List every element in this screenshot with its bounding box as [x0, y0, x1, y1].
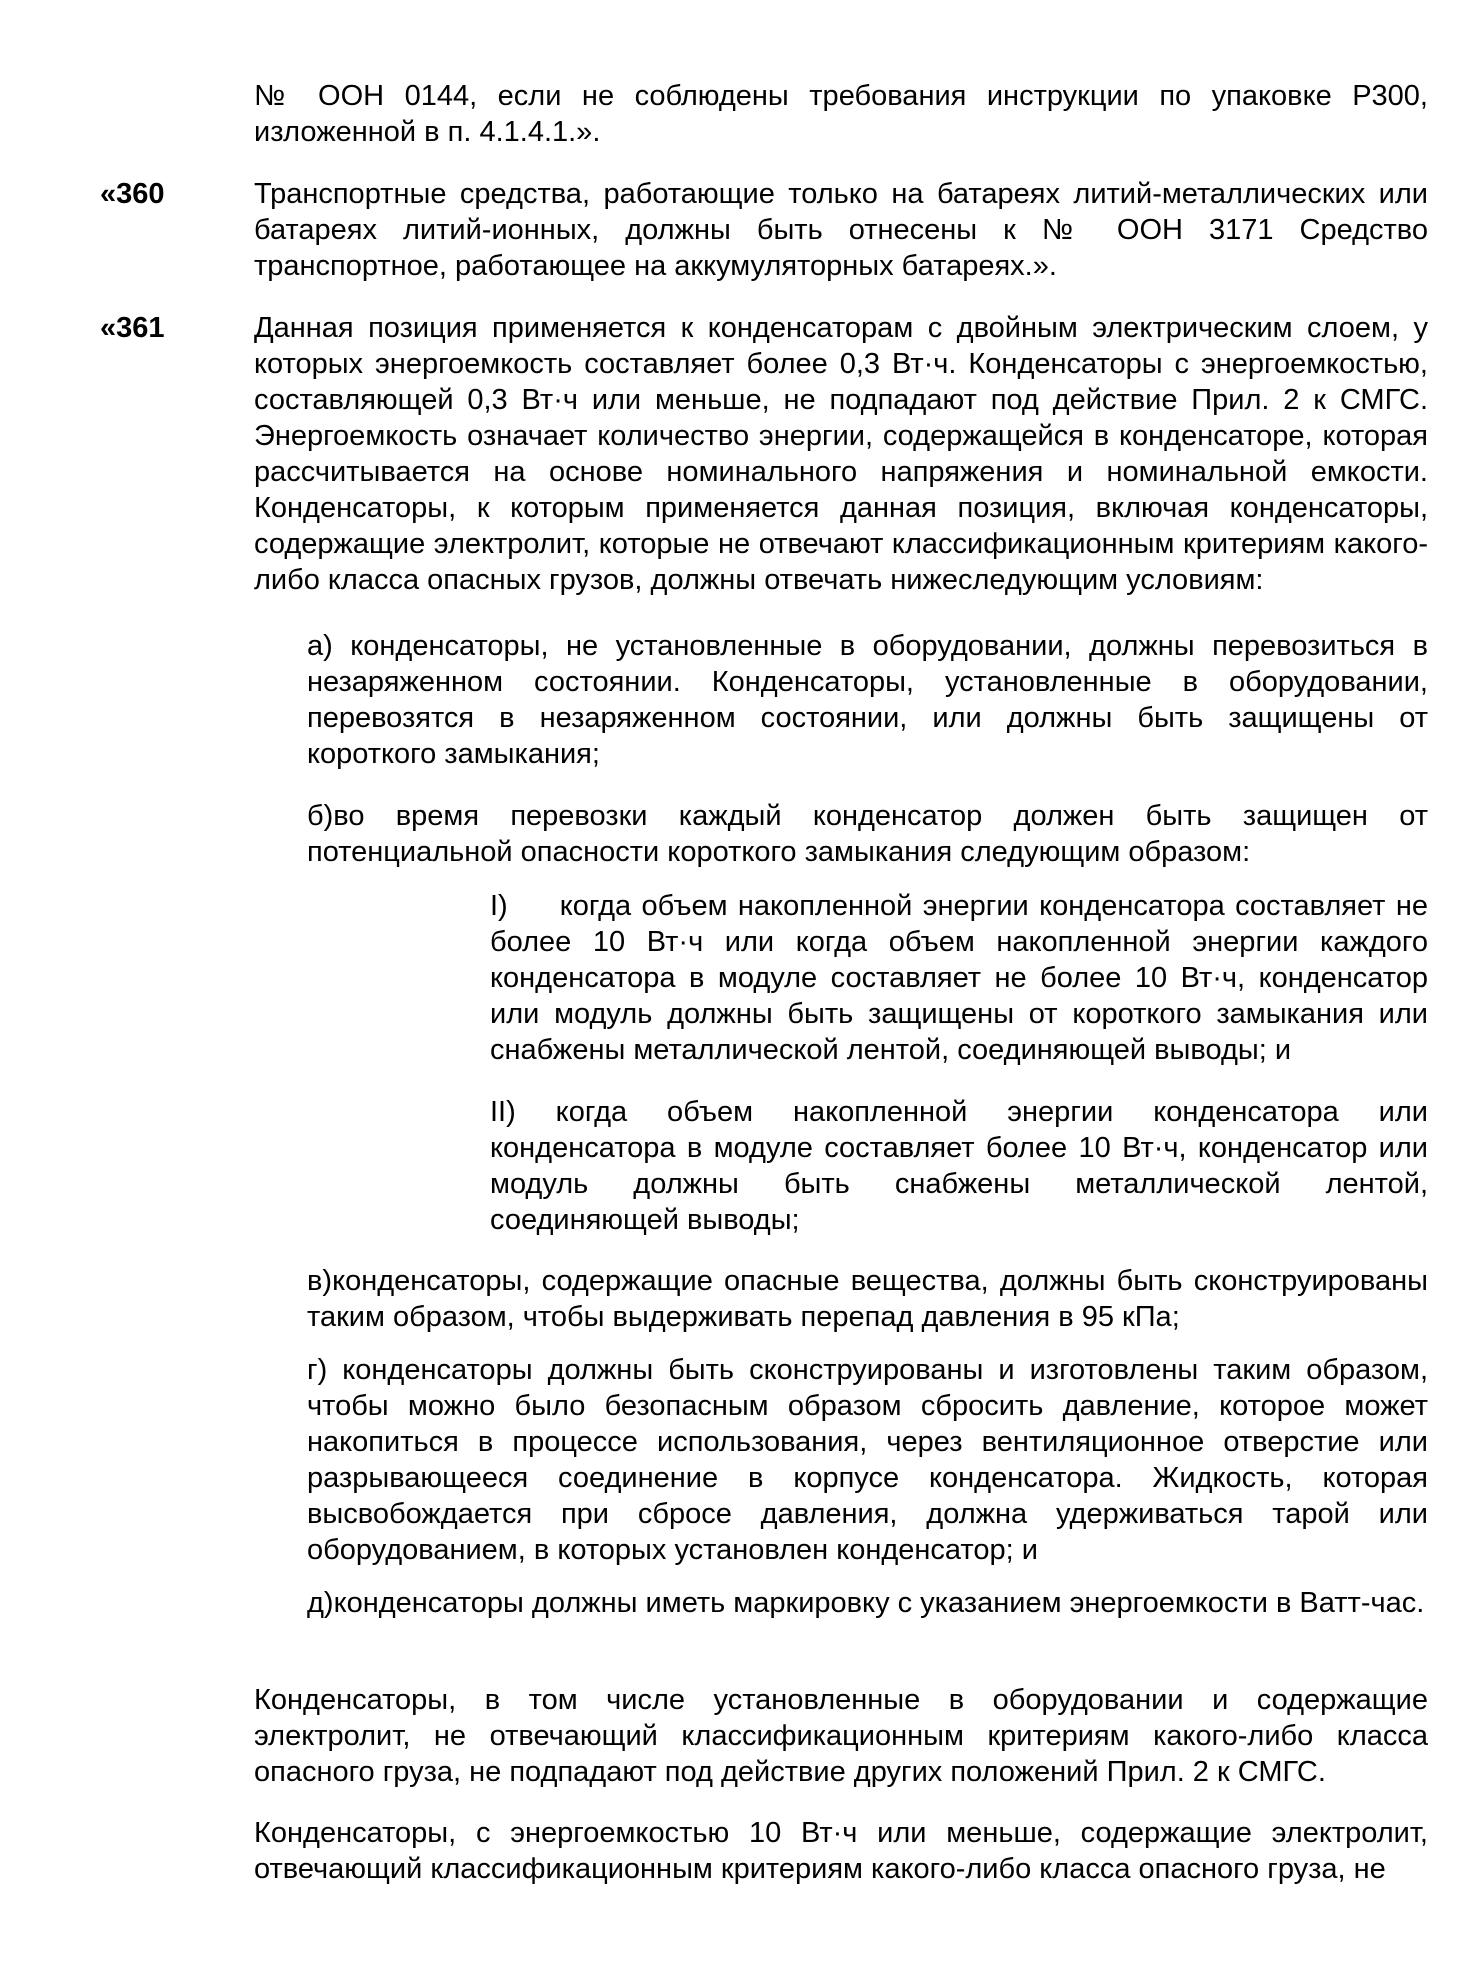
list-item-v: в)конденсаторы, содержащие опасные вещества, должны быть сконструированы таким образом, чтобы выдерживать перепад давления в 95 кПа; — [307, 1265, 1428, 1333]
provision-text-360: Транспортные средства, работающие только на батареях литий-металлических или батареях литий-ионных, должны быть отнесены к № ООН 3171 Средство транспортное, работающее на аккумуляторных батареях.». — [254, 178, 1428, 282]
list-item-d: д)конденсаторы должны иметь маркировку с указанием энергоемкости в Ватт-час. — [307, 1587, 1425, 1619]
sub-item-ii: II) когда объем накопленной энергии конденсатора или конденсатора в модуле составляет более 10 Вт·ч, конденсатор или модуль должны быть снабжены металлической лентой, соединяющей выводы; — [490, 1096, 1428, 1236]
list-item-b: б)во время перевозки каждый конденсатор должен быть защищен от потенциальной опасности короткого замыкания следующим образом: — [307, 800, 1428, 868]
paragraph-after-list-2: Конденсаторы, с энергоемкостью 10 Вт·ч или меньше, содержащие электролит, отвечающий классификационным критериям какого-либо класса опасного груза, не — [254, 1817, 1428, 1885]
provision-text-361: Данная позиция применяется к конденсаторам с двойным электрическим слоем, у которых энергоемкость составляет более 0,3 Вт·ч. Конденсаторы с энергоемкостью, составляющей 0,3 Вт·ч или меньше, не подпадают под действие Прил. 2 к СМГС. Энергоемкость означает количество энергии, содержащейся в конденсаторе, которая рассчитывается на основе номинального напряжения и номинальной емкости. Конденсаторы, к которым применяется данная позиция, включая конденсаторы, содержащие электролит, которые не отвечают классификационным критериям какого-либо класса опасных грузов, должны отвечать нижеследующим условиям: — [254, 312, 1428, 596]
sub-item-i: I) когда объем накопленной энергии конденсатора составляет не более 10 Вт·ч или когда объем накопленной энергии каждого конденсатора в модуле составляет не более 10 Вт·ч, конденсатор или модуль должны быть защищены от короткого замыкания или снабжены металлической лентой, соединяющей выводы; и — [490, 890, 1428, 1066]
provision-number-360: «360 — [100, 178, 165, 210]
list-item-g: г) конденсаторы должны быть сконструированы и изготовлены таким образом, чтобы можно было безопасным образом сбросить давление, которое может накопиться в процессе использования, через вентиляционное отверстие или разрывающееся соединение в корпусе конденсатора. Жидкость, которая высвобождается при сбросе давления, должна удерживаться тарой или оборудованием, в которых установлен конденсатор; и — [307, 1354, 1428, 1566]
paragraph-after-list-1: Конденсаторы, в том числе установленные в оборудовании и содержащие электролит, не отвечающий классификационным критериям какого-либо класса опасного груза, не подпадают под действие других положений Прил. 2 к СМГС. — [254, 1684, 1428, 1788]
paragraph-continuation: № ООН 0144, если не соблюдены требования инструкции по упаковке Р300, изложенной в п. 4.1.4.1.». — [254, 80, 1428, 148]
list-item-a: а) конденсаторы, не установленные в оборудовании, должны перевозиться в незаряженном состоянии. Конденсаторы, установленные в оборудовании, перевозятся в незаряженном состоянии, или должны быть защищены от короткого замыкания; — [307, 630, 1428, 770]
provision-number-361: «361 — [100, 312, 165, 344]
